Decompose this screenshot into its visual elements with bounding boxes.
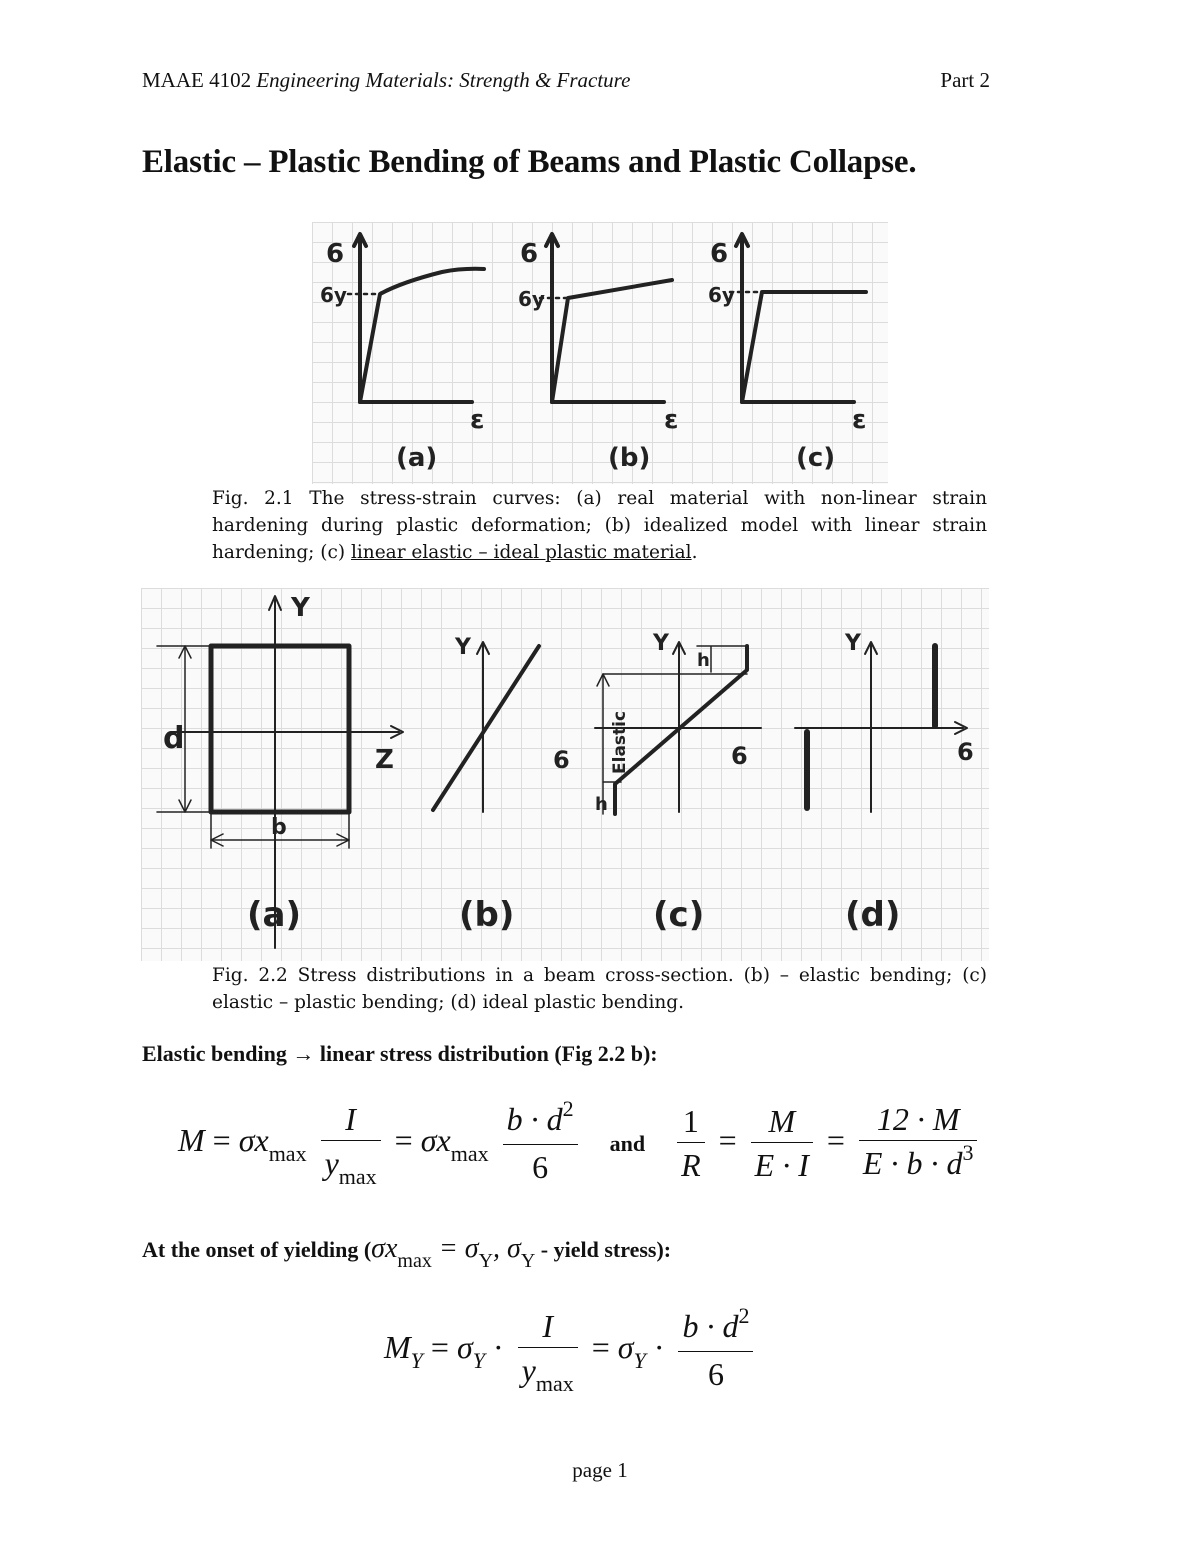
fig2-y-label-a: Y [291,593,310,623]
fig1-sigma-a: 6 [326,239,345,269]
fig1-epsilon-c: ε [852,405,867,435]
course-subject: Engineering Materials: Strength & Fracture [256,68,631,92]
fig1-epsilon-b: ε [664,405,679,435]
fig1-label-a: (a) [396,443,438,473]
fig2-sigma-label-c: 6 [731,742,748,770]
fig1-sigma-y-b: 6y [518,287,545,311]
fig2-panel-d: (d) [845,895,901,935]
yield-moment-equation: $M_Y = \sigma_Y$ · $\frac{I}{y_{max}}$ = $\sigma_Y$ · $\frac{b \cdot d^2}{6}$ [384,1305,759,1396]
elastic-bending-heading: Elastic bending → linear stress distribution (Fig 2.2 b): [142,1041,658,1066]
elastic-bending-equation: $M = \sigma x_{max}$ $\frac{I}{y_{max}}$ = $\sigma x_{max}$ $\frac{b \cdot d^2}{6}$ and $\frac{1}{R}$ = $\frac{M}{E \cdot I}$ = $\frac{12 \cdot M}{E \cdot b \cdot d^3}$ [178,1098,983,1189]
fig1-sigma-b: 6 [520,239,539,269]
figure-2-2-stress-distribution-sketch [141,588,989,961]
fraction-bd2-over-6-2: $\frac{b \cdot d^2}{6}$ [678,1305,753,1396]
caption-underlined-term: linear elastic – ideal plastic material [350,542,692,563]
fraction-12M-over-Ebd3: $\frac{12 \cdot M}{E \cdot b \cdot d^3}$ [859,1098,978,1189]
fraction-I-over-ymax-2: $\frac{I}{y_{max}}$ [518,1305,578,1396]
stress-distributions-drawing [141,588,989,961]
fig1-sigma-y-c: 6y [708,283,735,307]
page-number: page 1 [572,1458,628,1482]
course-code: MAAE 4102 [142,68,252,92]
stress-strain-curves-drawing [312,222,888,484]
fig1-label-b: (b) [608,443,651,473]
fig2-elastic-label: Elastic [610,710,630,774]
fig1-sigma-c: 6 [710,239,729,269]
yield-onset-heading: At the onset of yielding ($\sigma x_{max} = \sigma_Y$, $\sigma_Y$ - yield stress): [142,1233,672,1272]
page-title: Elastic – Plastic Bending of Beams and Plastic Collapse. [142,144,917,180]
fig2-b-label: b [271,815,287,840]
fraction-bd2-over-6: $\frac{b \cdot d^2}{6}$ [503,1098,578,1189]
inline-yield-equation: $\sigma x_{max} = \sigma_Y$, $\sigma_Y$ [371,1233,536,1272]
fig2-panel-a: (a) [247,895,302,935]
fig2-panel-c: (c) [653,895,705,935]
fig2-panel-b: (b) [459,895,515,935]
fig2-y-label-c: Y [653,631,669,656]
figure-2-2-caption: Fig. 2.2 Stress distributions in a beam cross-section. (b) – elastic bending; (c) elastic – plastic bending; (d) ideal plastic bending. [212,965,987,1013]
fig2-sigma-label-b: 6 [553,746,570,774]
fig2-h-bottom: h [595,794,608,815]
fig2-z-label: Z [375,745,394,775]
figure-2-1-caption: Fig. 2.1 The stress-strain curves: (a) real material with non-linear strain hardening during plastic deformation; (b) idealized model with linear strain hardening; (c) linear elastic – ideal plastic material. [212,488,987,563]
fig2-y-label-d: Y [845,631,861,656]
figure-2-1-stress-strain-sketch [312,222,888,484]
fraction-I-over-ymax: $\frac{I}{y_{max}}$ [321,1098,381,1189]
fraction-1-over-R: $\frac{1}{R}$ [677,1100,705,1187]
fig2-y-label-b: Y [455,635,471,660]
fig1-epsilon-a: ε [470,405,485,435]
fig1-label-c: (c) [796,443,836,473]
fig1-sigma-y-a: 6y [320,283,347,307]
fig2-d-label: d [163,721,185,756]
fig2-sigma-label-d: 6 [957,738,974,766]
part-label: Part 2 [940,68,990,92]
fig2-h-top: h [697,650,710,671]
fraction-M-over-EI: $\frac{M}{E \cdot I}$ [751,1100,813,1187]
running-header [142,68,990,93]
